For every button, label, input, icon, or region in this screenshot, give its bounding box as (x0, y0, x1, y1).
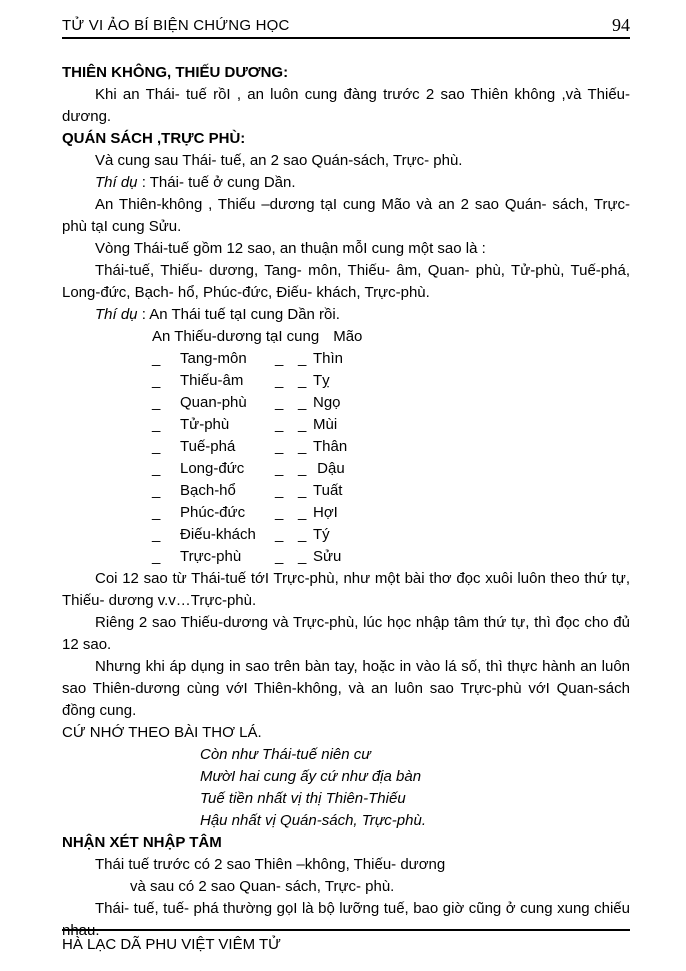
paragraph: Coi 12 sao từ Thái-tuế tớI Trực-phù, như một bài thơ đọc xuôi luôn theo thứ tự, Thiếu- dương v.v…Trực-phù. (62, 570, 630, 609)
cung-name: Sửu (313, 548, 342, 565)
poem (200, 744, 630, 832)
star-table-row (152, 370, 630, 392)
row-mark: _ (152, 460, 161, 477)
page-body (62, 62, 630, 942)
poem-line: Còn như Thái-tuế niên cư (200, 746, 371, 763)
page-footer (62, 929, 630, 953)
cung-name: Thìn (313, 350, 344, 367)
row-mark: _ (152, 526, 161, 543)
row-mark: _ (275, 438, 284, 455)
row-mark: _ (275, 504, 284, 521)
row-mark: _ (152, 394, 161, 411)
row-mark: _ (298, 460, 307, 477)
row-mark: _ (298, 416, 307, 433)
cung-name: Tý (313, 526, 330, 543)
row-mark: _ (298, 482, 307, 499)
example-line (62, 172, 630, 194)
row-mark: _ (152, 438, 161, 455)
paragraph: Thái- tuế, tuế- phá thường gọI là bộ lưỡng tuế, bao giờ cũng ở cung xung chiếu nhau. (62, 900, 630, 939)
row-mark: _ (152, 482, 161, 499)
star-table-row (152, 524, 630, 546)
row-mark: _ (275, 372, 284, 389)
star-name: Tang-môn (180, 350, 247, 367)
star-table-row (152, 392, 630, 414)
example-line (62, 304, 630, 326)
row-mark: _ (275, 416, 284, 433)
cung-name: Tỵ (313, 372, 330, 389)
row-mark: _ (298, 504, 307, 521)
section-heading-thien-khong: THIÊN KHÔNG, THIẾU DƯƠNG: (62, 64, 289, 81)
section-heading-nhan-xet: NHẬN XÉT NHẬP TÂM (62, 834, 222, 851)
star-name: Trực-phù (180, 548, 242, 565)
paragraph: Vòng Thái-tuế gồm 12 sao, an thuận mỗI cung một sao là : (95, 240, 486, 257)
paragraph: Khi an Thái- tuế rồI , an luôn cung đàng trước 2 sao Thiên không ,và Thiếu- dương. (62, 86, 630, 125)
star-table-row (152, 458, 630, 480)
section-heading-bai-tho: CỨ NHỚ THEO BÀI THƠ LÁ. (62, 724, 262, 741)
row-mark: _ (298, 350, 307, 367)
running-head (62, 16, 630, 39)
doc-title: TỬ VI ẢO BÍ BIỆN CHỨNG HỌC (62, 17, 290, 34)
paragraph: Và cung sau Thái- tuế, an 2 sao Quán-sách, Trực- phù. (95, 152, 463, 169)
star-table-row (152, 480, 630, 502)
row-mark: _ (275, 350, 284, 367)
cung-name: HợI (313, 504, 338, 521)
row-mark: _ (298, 548, 307, 565)
star-table (152, 326, 630, 568)
star-name: Quan-phù (180, 394, 247, 411)
row-mark: _ (152, 416, 161, 433)
cung-name: Tuất (313, 482, 343, 499)
paragraph: Thái-tuế, Thiếu- dương, Tang- môn, Thiếu- âm, Quan- phù, Tử-phù, Tuế-phá, Long-đức, Bạch- hổ, Phúc-đức, Điếu- khách, Trực-phù. (62, 262, 630, 301)
cung-name: Thân (313, 438, 348, 455)
paragraph: An Thiên-không , Thiếu –dương tạI cung Mão và an 2 sao Quán- sách, Trực-phù tạI cung Sửu. (62, 196, 630, 235)
paragraph: Thái tuế trước có 2 sao Thiên –không, Thiếu- dương (95, 856, 446, 873)
star-table-row (152, 546, 630, 568)
star-table-row (152, 436, 630, 458)
row-mark: _ (152, 350, 161, 367)
star-table-header (152, 326, 630, 348)
example-text: : Thái- tuế ở cung Dần. (137, 174, 296, 191)
star-name: Thiếu-âm (180, 372, 244, 389)
star-table-header-text: An Thiếu-dương tạI cung (152, 328, 320, 345)
row-mark: _ (275, 526, 284, 543)
row-mark: _ (298, 372, 307, 389)
paragraph: Riêng 2 sao Thiếu-dương và Trực-phù, lúc học nhập tâm thứ tự, thì đọc cho đủ 12 sao. (62, 614, 630, 653)
row-mark: _ (275, 460, 284, 477)
star-name: Tuế-phá (180, 438, 236, 455)
row-mark: _ (275, 394, 284, 411)
poem-line: Tuế tiền nhất vị thị Thiên-Thiếu (200, 790, 406, 807)
row-mark: _ (298, 394, 307, 411)
row-mark: _ (152, 504, 161, 521)
star-table-row (152, 414, 630, 436)
row-mark: _ (275, 482, 284, 499)
poem-line: Hậu nhất vị Quán-sách, Trực-phù. (200, 812, 426, 829)
row-mark: _ (275, 548, 284, 565)
star-name: Tử-phù (180, 416, 230, 433)
row-mark: _ (298, 526, 307, 543)
section-heading-quan-sach: QUÁN SÁCH ,TRỰC PHÙ: (62, 130, 246, 147)
cung-name: Dậu (313, 460, 345, 477)
star-table-row (152, 348, 630, 370)
row-mark: _ (152, 548, 161, 565)
example-label: Thí dụ (95, 306, 138, 323)
paragraph: Nhưng khi áp dụng in sao trên bàn tay, hoặc in vào lá số, thì thực hành an luôn sao Thiên-dương cùng vớI Thiên-không, và an luôn sao Trực-phù vớI Quan-sách đồng cung. (62, 658, 630, 719)
example-label: Thí dụ (95, 174, 138, 191)
cung-name: Mùi (313, 416, 338, 433)
star-table-row (152, 502, 630, 524)
page-number: 94 (612, 15, 630, 35)
footer-text: HÀ LẠC DÃ PHU VIỆT VIÊM TỬ (62, 936, 281, 953)
poem-line: MườI hai cung ấy cứ như địa bàn (200, 768, 422, 785)
row-mark: _ (152, 372, 161, 389)
star-table-header-cung: Mão (333, 328, 363, 345)
example-text: : An Thái tuế tạI cung Dần rồi. (137, 306, 340, 323)
cung-name: Ngọ (313, 394, 341, 411)
row-mark: _ (298, 438, 307, 455)
star-name: Long-đức (180, 460, 245, 477)
star-name: Phúc-đức (180, 504, 246, 521)
star-name: Bạch-hổ (180, 482, 236, 499)
paragraph: và sau có 2 sao Quan- sách, Trực- phù. (130, 878, 395, 895)
star-table-rows (152, 348, 630, 568)
star-name: Điếu-khách (180, 526, 256, 543)
